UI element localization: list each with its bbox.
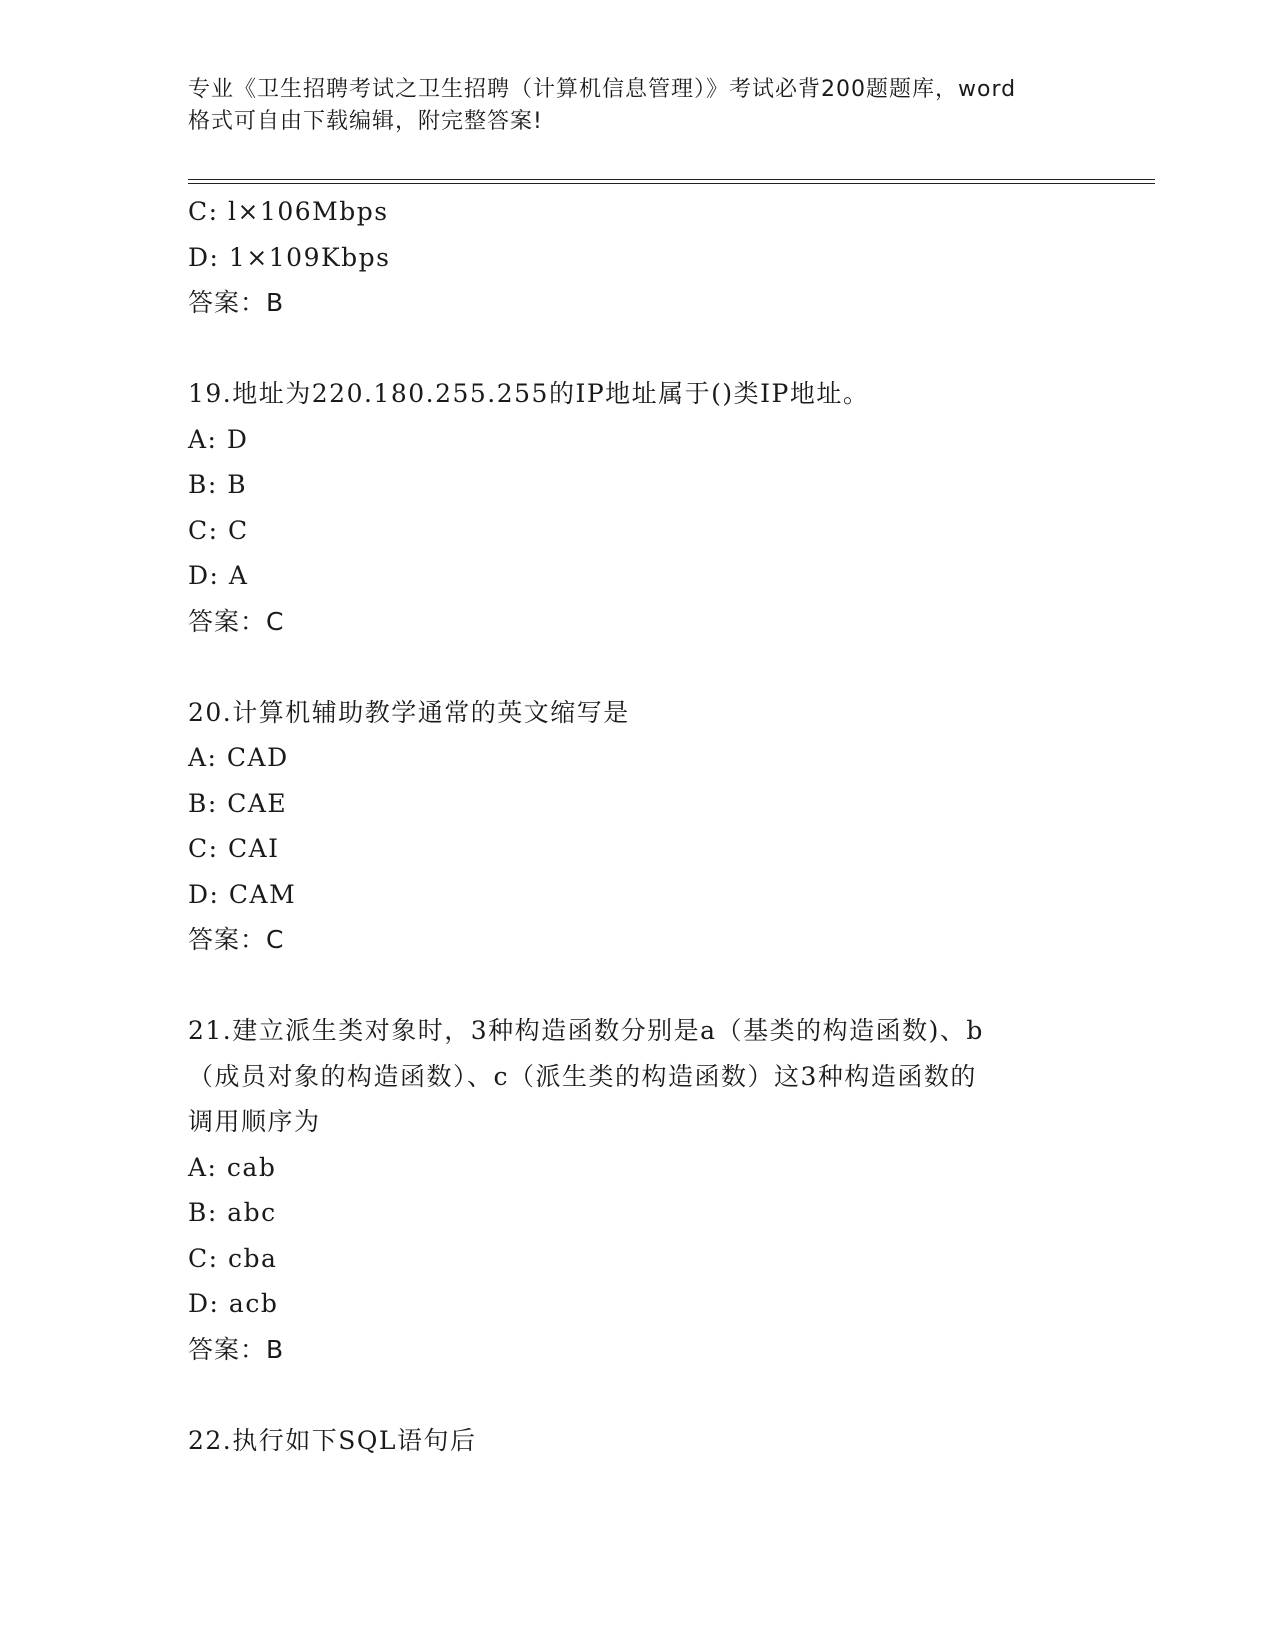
q20-option-a: A: CAD	[188, 743, 289, 772]
document-body	[188, 189, 1088, 1463]
document-header: 专业《卫生招聘考试之卫生招聘（计算机信息管理）》考试必背200题题库，word 格式可自由下载编辑，附完整答案!	[188, 77, 1017, 134]
spacer	[188, 326, 1088, 372]
spacer	[188, 963, 1088, 1009]
q19-option-a: A: D	[188, 424, 249, 454]
q21-option-d: D: acb	[188, 1289, 279, 1318]
q20-answer: 答案：C	[188, 925, 285, 954]
q19-answer: 答案：C	[188, 606, 285, 636]
q19-option-b: B: B	[188, 470, 248, 499]
q21-answer: 答案：B	[188, 1334, 285, 1364]
q20-option-d: D: CAM	[188, 879, 297, 909]
header-rule-top	[188, 179, 1155, 180]
spacer	[188, 1372, 1088, 1418]
q21-question-line-1: 21.建立派生类对象时，3种构造函数分别是a（基类的构造函数)、b	[188, 1016, 984, 1045]
q19-option-d: D: A	[188, 561, 249, 590]
q22-question: 22.执行如下SQL语句后	[188, 1425, 477, 1455]
spacer	[188, 644, 1088, 690]
q18-option-c: C: l×106Mbps	[188, 197, 389, 226]
q18-option-d: D: 1×109Kbps	[188, 242, 391, 272]
q21-question-line-2: （成员对象的构造函数）、c（派生类的构造函数）这3种构造函数的	[188, 1061, 977, 1091]
q19-option-c: C: C	[188, 515, 249, 545]
q20-option-c: C: CAI	[188, 834, 280, 863]
q20-question: 20.计算机辅助教学通常的英文缩写是	[188, 697, 630, 727]
q21-option-a: A: cab	[188, 1152, 277, 1182]
q18-answer: 答案：B	[188, 288, 285, 317]
q21-option-b: B: abc	[188, 1198, 277, 1227]
q21-question-line-3: 调用顺序为	[188, 1107, 321, 1136]
q20-option-b: B: CAE	[188, 788, 288, 818]
q21-option-c: C: cba	[188, 1243, 278, 1273]
q19-question: 19.地址为220.180.255.255的IP地址属于()类IP地址。	[188, 379, 870, 408]
header-rule-bottom	[188, 183, 1155, 184]
